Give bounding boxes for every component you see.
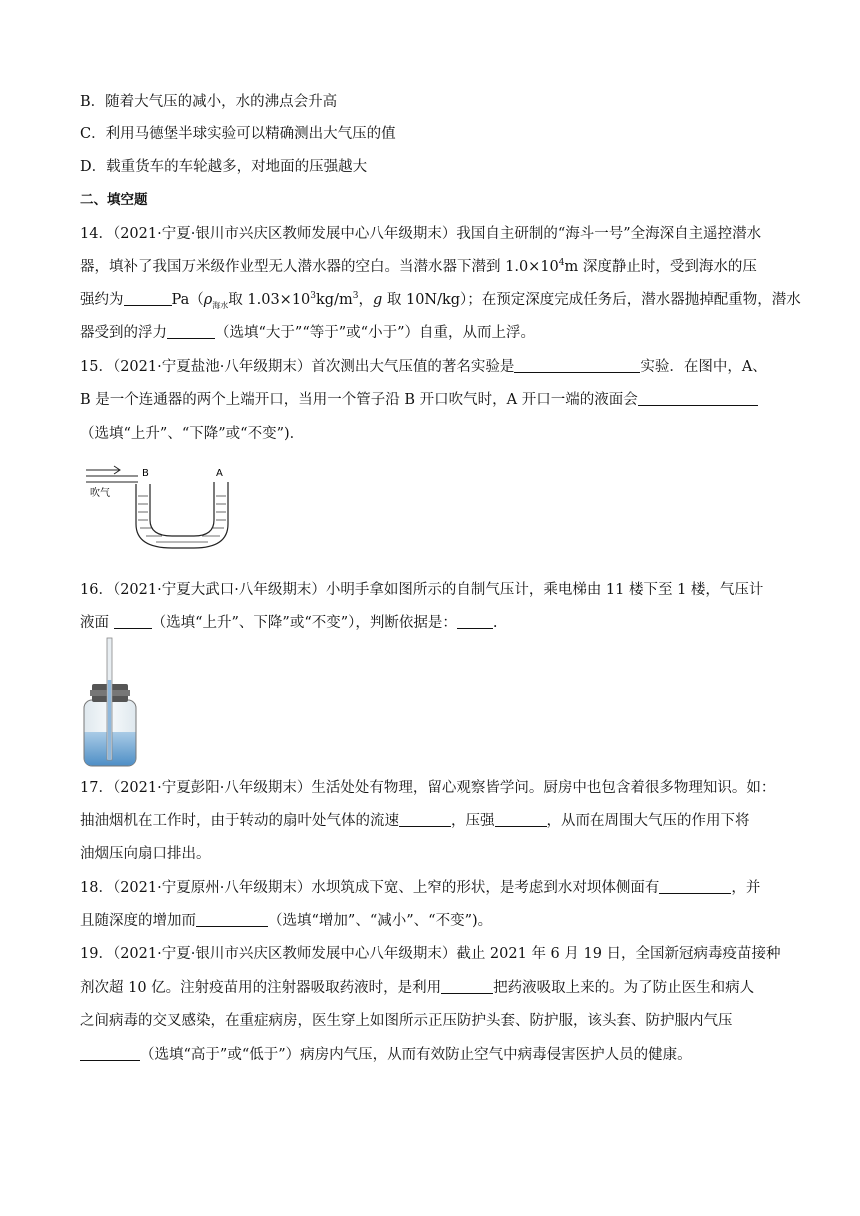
barometer-bottle-figure (80, 636, 140, 768)
q17-line1: 17．（2021·宁夏彭阳·八年级期末）生活处处有物理，留心观察皆学问。厨房中也包含着很多物理知识。如： (80, 780, 776, 796)
q19-line2: 剂次超 10 亿。注射疫苗用的注射器吸取药液时，是利用 把药液吸取上来的。为了防止医生和病人 (80, 980, 755, 996)
q15-line3: （选填“上升”、“下降”或“不变”)． (80, 426, 305, 442)
answer-blank (457, 614, 493, 629)
q19-line3: 之间病毒的交叉感染，在重症病房，医生穿上如图所示正压防护头套、防护服，该头套、防护服内气压 (80, 1013, 733, 1029)
q15-line2: B 是一个连通器的两个上端开口，当用一个管子沿 B 开口吹气时，A 开口一端的液面会 (80, 390, 758, 410)
q17-line3: 油烟压向扇口排出。 (80, 846, 211, 862)
q14-line3: 强约为 $Pa(\rho_{海水}$取 $1.03\times 10^3kg/m^3$，g 取 10N/kg）；在预定深度完成任务后，潜水器抛掉配重物，潜水 (80, 291, 801, 310)
q17-line2: 抽油烟机在工作时，由于转动的扇叶处气体的流速 ，压强 ，从而在周围大气压的作用下将 (80, 813, 750, 829)
liquid-hatching (138, 496, 226, 542)
q19-line1: 19．（2021·宁夏·银川市兴庆区教师发展中心八年级期末）截止 2021 年 6 月 19 日，全国新冠病毒疫苗接种 (80, 946, 781, 962)
answer-blank (495, 812, 547, 827)
q14-line1: 14．（2021·宁夏·银川市兴庆区教师发展中心八年级期末）我国自主研制的“海斗一号”全海深自主遥控潜水 (80, 226, 762, 242)
q14-line4: 器受到的浮力 （选填“大于”“等于”或“小于”）自重，从而上浮。 (80, 325, 535, 341)
answer-blank (114, 614, 152, 629)
q14-line2: 器，填补了我国万米级作业型无人潜水器的空白。当潜水器下潜到 $1.0\times 10^4m$ 深度静止时，受到海水的压 (80, 258, 757, 275)
q18-line1: 18．（2021·宁夏原州·八年级期末）水坝筑成下宽、上窄的形状，是考虑到水对坝体侧面有 ，并 (80, 880, 761, 896)
answer-blank (514, 358, 640, 373)
answer-blank (167, 324, 215, 339)
u-tube-connector-figure (82, 462, 242, 554)
answer-blank (638, 391, 758, 406)
label-blow: 吹气 (90, 488, 110, 499)
q19-line4: （选填“高于”或“低于”）病房内气压，从而有效防止空气中病毒侵害医护人员的健康。 (80, 1045, 692, 1065)
option-b: B．随着大气压的减小，水的沸点会升高 (80, 94, 338, 110)
answer-blank (399, 812, 451, 827)
u-tube-inner (150, 482, 214, 536)
option-d: D．载重货车的车轮越多，对地面的压强越大 (80, 159, 368, 175)
label-a: A (216, 468, 223, 479)
q18-line2: 且随深度的增加而 （选填“增加”、“减小”、“不变”)。 (80, 913, 493, 929)
section-title: 二、填空题 (80, 192, 148, 208)
q16-line2: 液面 （选填“上升”、下降”或“不变”），判断依据是： . (80, 615, 498, 631)
q16-line1: 16．（2021·宁夏大武口·八年级期末）小明手拿如图所示的自制气压计，乘电梯由 11 楼下至 1 楼，气压计 (80, 582, 764, 598)
label-b: B (142, 468, 149, 479)
answer-blank (659, 879, 731, 894)
tube-liquid (108, 680, 111, 760)
option-c: C．利用马德堡半球实验可以精确测出大气压的值 (80, 126, 396, 142)
answer-blank (196, 912, 268, 927)
answer-blank (80, 1046, 140, 1061)
answer-blank (124, 291, 172, 306)
answer-blank (441, 979, 493, 994)
q15-line1: 15．（2021·宁夏盐池·八年级期末）首次测出大气压值的著名实验是 实验．在图中，A、 (80, 359, 767, 375)
